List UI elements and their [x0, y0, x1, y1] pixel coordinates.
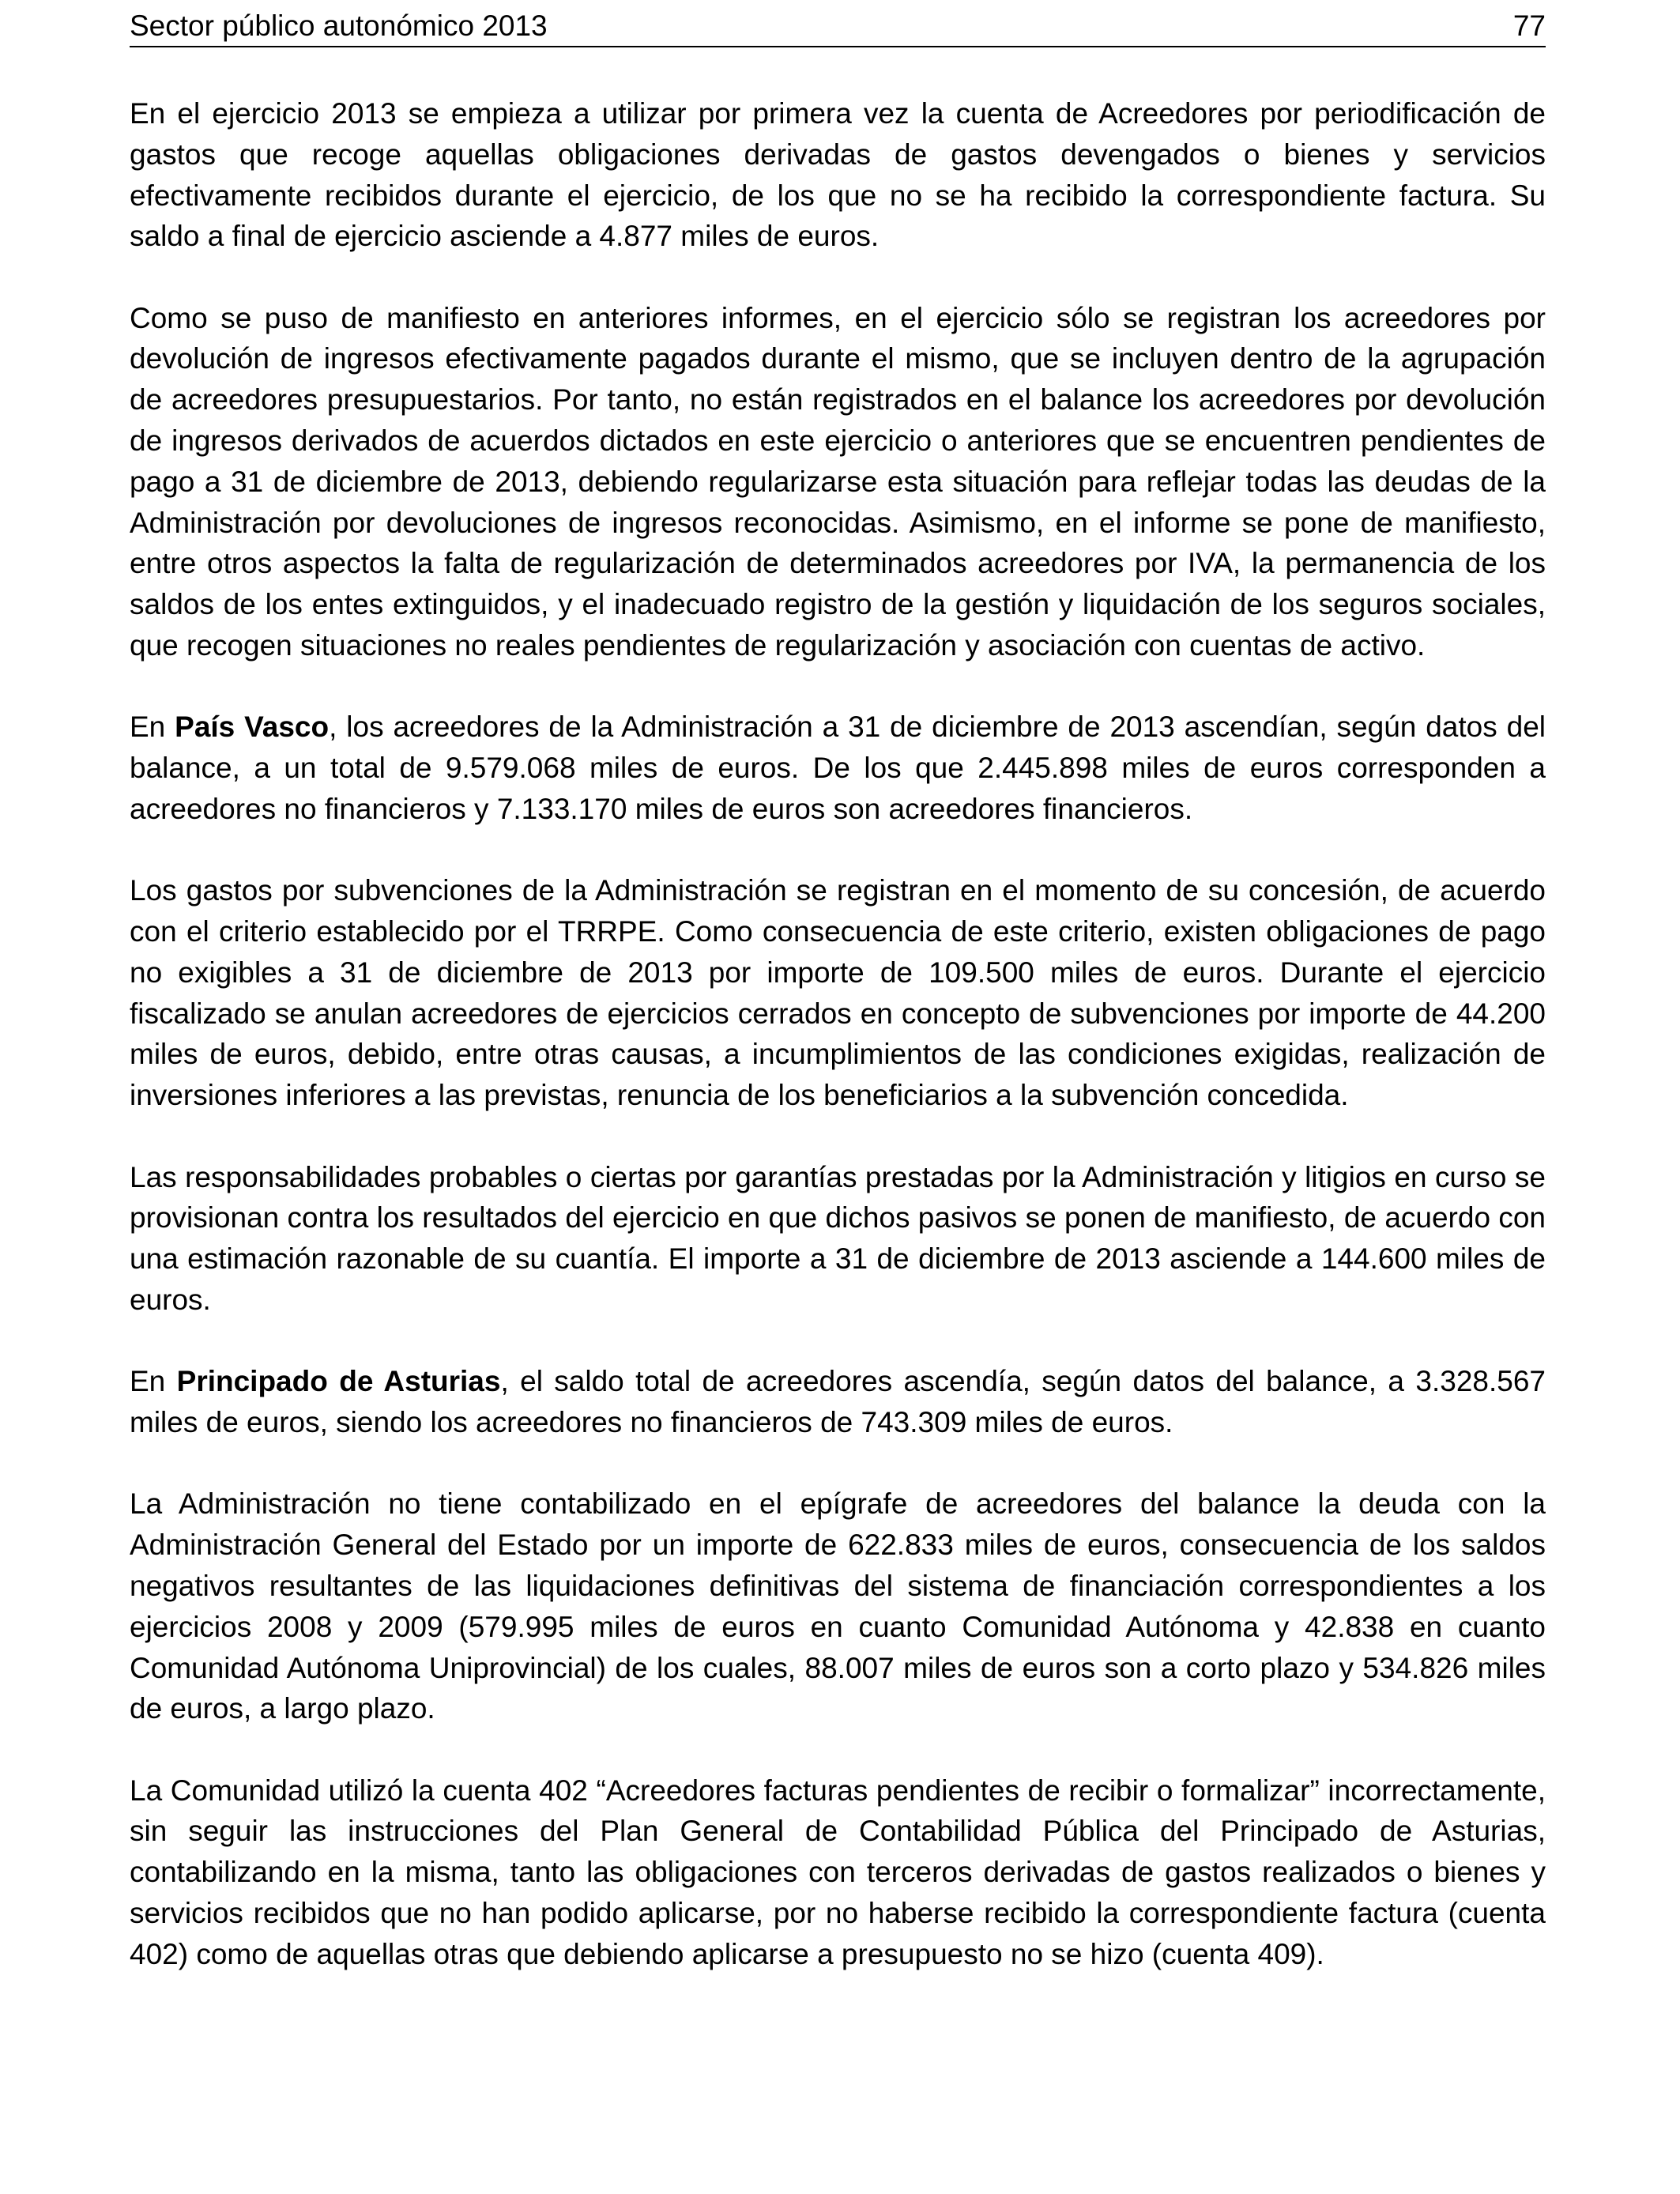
page-number: 77	[1512, 9, 1546, 42]
paragraph: La Administración no tiene contabilizado en el epígrafe de acreedores del balance la deuda con la Administración General del Estado por un importe de 622.833 miles de euros, consecuencia de los saldos negativos resultantes de las liquidaciones definitivas del sistema de financiación correspondientes a los ejercicios 2008 y 2009 (579.995 miles de euros en cuanto Comunidad Autónoma y 42.838 en cuanto Comunidad Autónoma Uniprovincial) de los cuales, 88.007 miles de euros son a corto plazo y 534.826 miles de euros, a largo plazo.	[130, 1487, 1546, 1725]
paragraph: Como se puso de manifiesto en anteriores informes, en el ejercicio sólo se registran los acreedores por devolución de ingresos efectivamente pagados durante el mismo, que se incluyen dentro de la agrupación de acreedores presupuestarios. Por tanto, no están registrados en el balance los acreedores por devolución de ingresos derivados de acuerdos dictados en este ejercicio o anteriores que se encuentren pendientes de pago a 31 de diciembre de 2013, debiendo regularizarse esta situación para reflejar todas las deudas de la Administración por devoluciones de ingresos reconocidas. Asimismo, en el informe se pone de manifiesto, entre otros aspectos la falta de regularización de determinados acreedores por IVA, la permanencia de los saldos de los entes extinguidos, y el inadecuado registro de la gestión y liquidación de los seguros sociales, que recogen situaciones no reales pendientes de regularización y asociación con cuentas de activo.	[130, 301, 1546, 662]
page-header	[130, 6, 1546, 47]
paragraph: La Comunidad utilizó la cuenta 402 “Acreedores facturas pendientes de recibir o formalizar” incorrectamente, sin seguir las instrucciones del Plan General de Contabilidad Pública del Principado de Asturias, contabilizando en la misma, tanto las obligaciones con terceros derivadas de gastos realizados o bienes y servicios recibidos que no han podido aplicarse, por no haberse recibido la correspondiente factura (cuenta 402) como de aquellas otras que debiendo aplicarse a presupuesto no se hizo (cuenta 409).	[130, 1774, 1546, 1970]
region-name: Principado de Asturias	[176, 1365, 501, 1398]
paragraph-rest: , el saldo total de acreedores ascendía, según datos del balance, a 3.328.567 miles de euros, siendo los acreedores no financieros de 743.309 miles de euros.	[130, 1365, 1546, 1439]
paragraph-prefix: En	[130, 711, 175, 744]
paragraph-rest: , los acreedores de la Administración a 31 de diciembre de 2013 ascendían, según datos del balance, a un total de 9.579.068 miles de euros. De los que 2.445.898 miles de euros corresponden a acreedores no financieros y 7.133.170 miles de euros son acreedores financieros.	[130, 711, 1546, 825]
paragraph	[130, 1361, 1546, 1443]
document-body	[130, 93, 1546, 2015]
paragraph: Las responsabilidades probables o ciertas por garantías prestadas por la Administración y litigios en curso se provisionan contra los resultados del ejercicio en que dichos pasivos se ponen de manifiesto, de acuerdo con una estimación razonable de su cuantía. El importe a 31 de diciembre de 2013 asciende a 144.600 miles de euros.	[130, 1160, 1546, 1316]
header-title: Sector público autonómico 2013	[130, 9, 548, 42]
paragraph-prefix: En	[130, 1365, 177, 1398]
paragraph	[130, 707, 1546, 829]
paragraph: Los gastos por subvenciones de la Administración se registran en el momento de su concesión, de acuerdo con el criterio establecido por el TRRPE. Como consecuencia de este criterio, existen obligaciones de pago no exigibles a 31 de diciembre de 2013 por importe de 109.500 miles de euros. Durante el ejercicio fiscalizado se anulan acreedores de ejercicios cerrados en concepto de subvenciones por importe de 44.200 miles de euros, debido, entre otras causas, a incumplimientos de las condiciones exigidas, realización de inversiones inferiores a las previstas, renuncia de los beneficiarios a la subvención concedida.	[130, 874, 1546, 1112]
paragraph: En el ejercicio 2013 se empieza a utilizar por primera vez la cuenta de Acreedores por periodificación de gastos que recoge aquellas obligaciones derivadas de gastos devengados o bienes y servicios efectivamente recibidos durante el ejercicio, de los que no se ha recibido la correspondiente factura. Su saldo a final de ejercicio asciende a 4.877 miles de euros.	[130, 97, 1546, 253]
region-name: País Vasco	[175, 711, 330, 744]
